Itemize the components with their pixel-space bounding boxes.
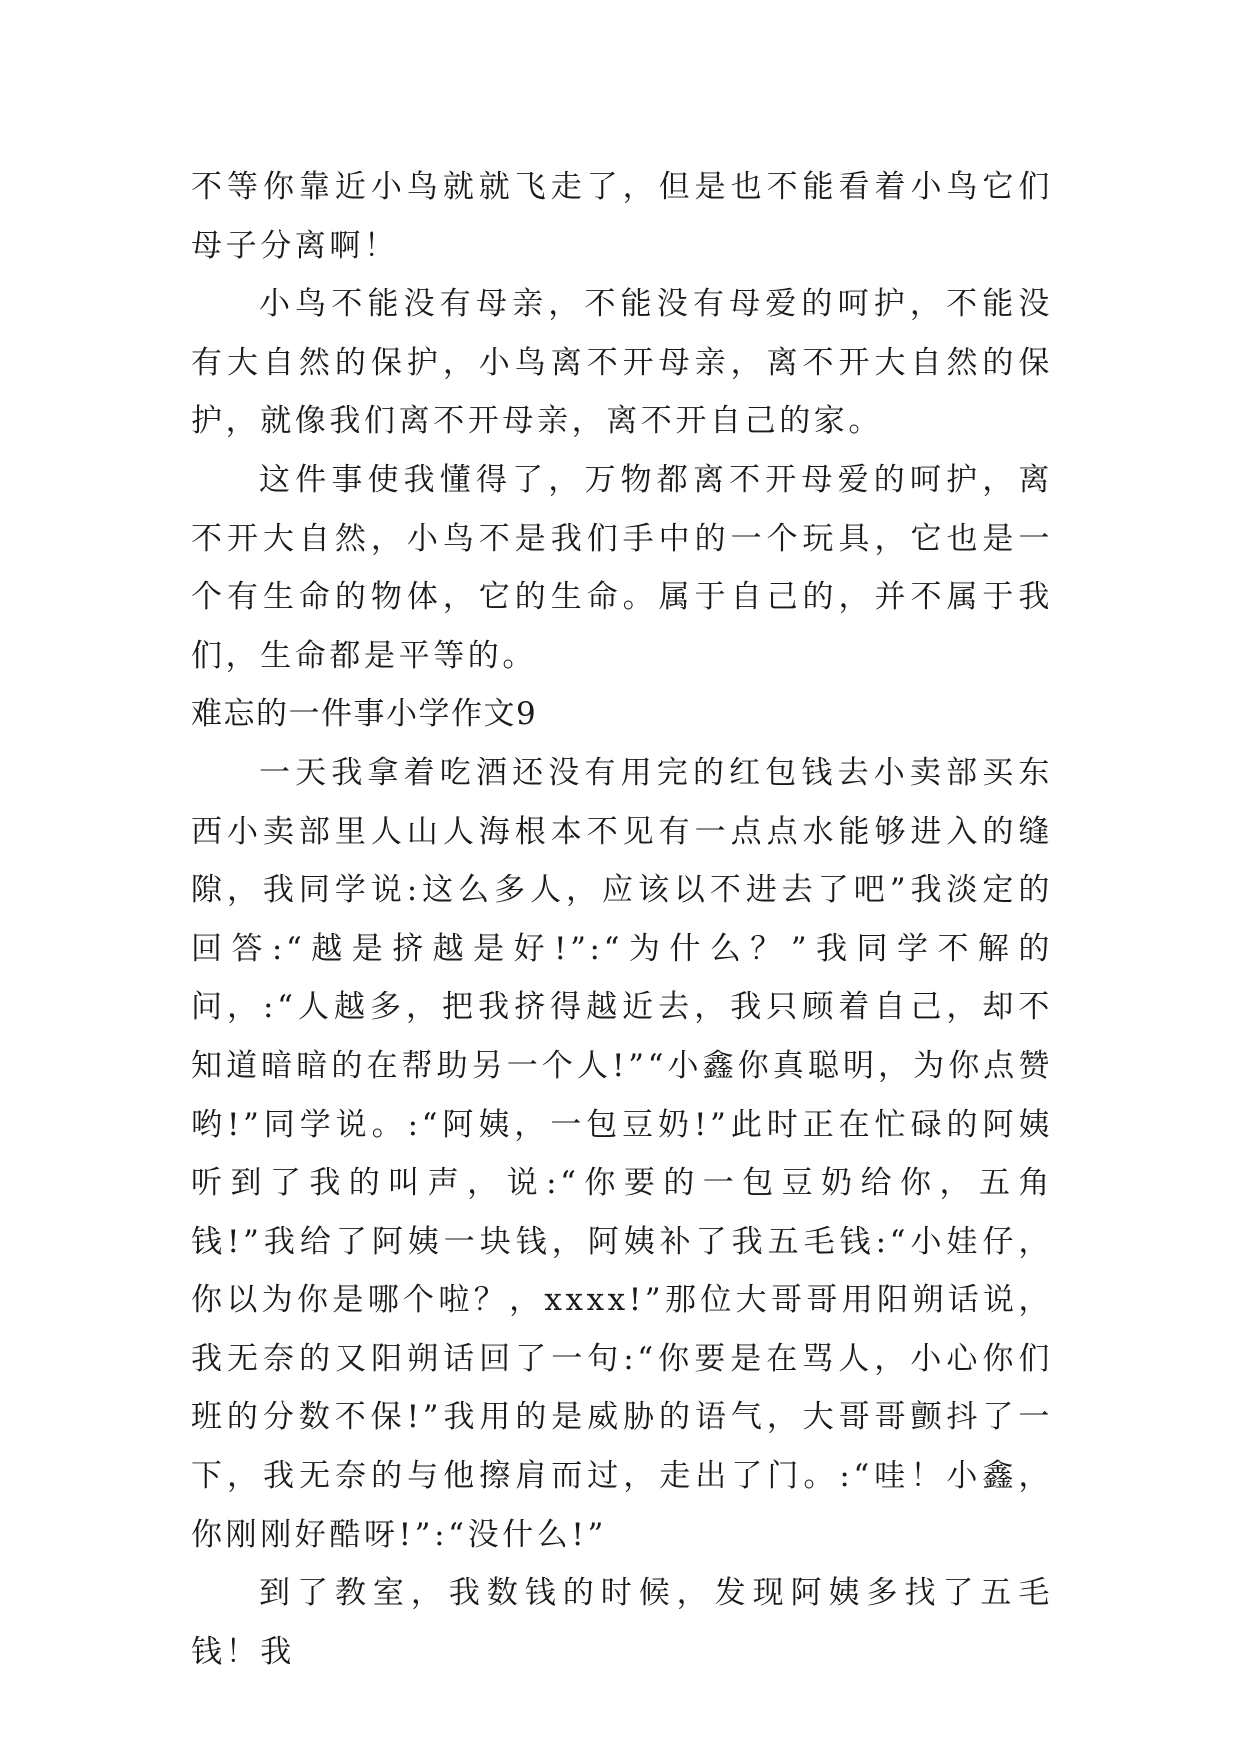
paragraph: 不等你靠近小鸟就就飞走了，但是也不能看着小鸟它们母子分离啊！ [191, 169, 1053, 264]
paragraph: 一天我拿着吃酒还没有用完的红包钱去小卖部买东西小卖部里人山人海根本不见有一点点水能够进入的缝隙，我同学说:这么多人，应该以不进去了吧”我淡定的回答:“越是挤越是好!”:“为什么？”我同学不解的问，:“人越多，把我挤得越近去，我只顾着自己，却不知道暗暗的在帮助另一个人!”“小鑫你真聪明，为你点赞哟!”同学说。:“阿姨，一包豆奶!”此时正在忙碌的阿姨听到了我的叫声，说:“你要的一包豆奶给你，五角钱!”我给了阿姨一块钱，阿姨补了我五毛钱:“小娃仔，你以为你是哪个啦？，xxxx!”那位大哥哥用阳朔话说，我无奈的又阳朔话回了一句:“你要是在骂人，小心你们班的分数不保!”我用的是威胁的语气，大哥哥颤抖了一下，我无奈的与他擦肩而过，走出了门。:“哇！小鑫，你刚刚好酷呀!”:“没什么!” [191, 754, 1053, 1553]
paragraph: 小鸟不能没有母亲，不能没有母爱的呵护，不能没有大自然的保护，小鸟离不开母亲，离不开大自然的保护，就像我们离不开母亲，离不开自己的家。 [191, 286, 1053, 440]
paragraph: 这件事使我懂得了，万物都离不开母爱的呵护，离不开大自然，小鸟不是我们手中的一个玩具，它也是一个有生命的物体，它的生命。属于自己的，并不属于我们，生命都是平等的。 [191, 461, 1053, 674]
paragraph: 到了教室，我数钱的时候，发现阿姨多找了五毛钱！我 [191, 1575, 1053, 1670]
section-heading: 难忘的一件事小学作文9 [191, 696, 538, 733]
document-body [191, 158, 1053, 1681]
